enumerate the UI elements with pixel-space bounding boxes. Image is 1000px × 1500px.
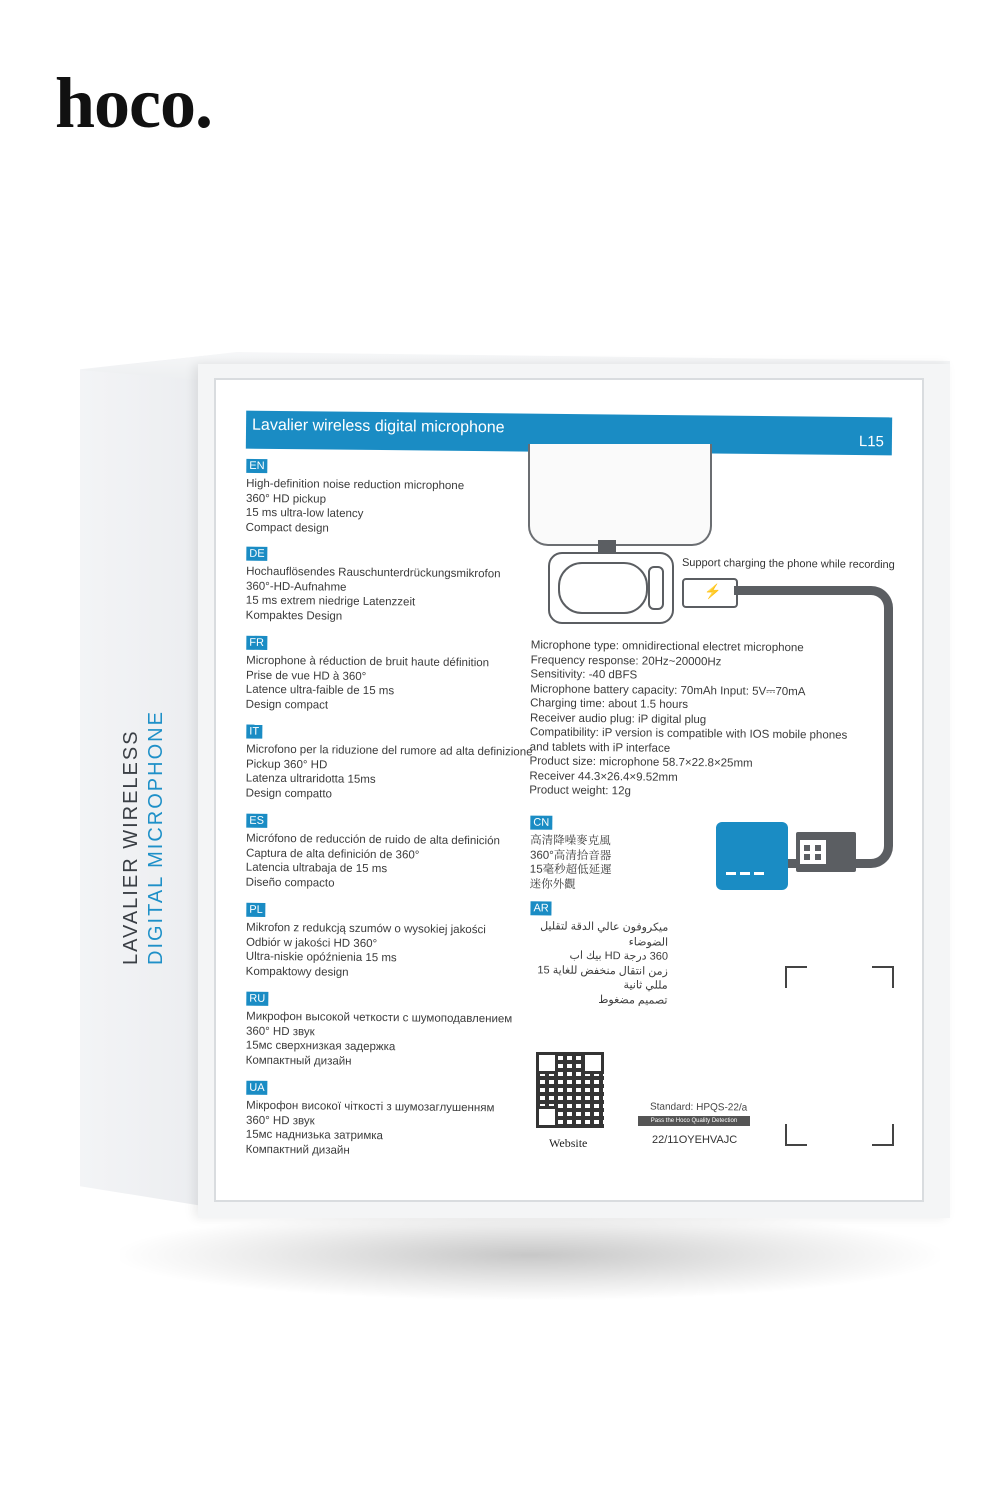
quality-pass-badge: Pass the Hoco Quality Detection Standard (638, 1116, 750, 1126)
lang-line: 15 ms ultra-low latency (245, 506, 364, 521)
lang-line: Latencia ultrabaja de 15 ms (245, 861, 388, 876)
lang-line: Microphone à réduction de bruit haute définition (246, 654, 490, 670)
lang-tag-it: IT (246, 725, 262, 739)
lang-line: Компактний дизайн (245, 1143, 350, 1157)
side-label-line2: DIGITAL MICROPHONE (145, 710, 167, 965)
lang-section-de (246, 547, 501, 626)
spec-line: Product size: microphone 58.7×22.8×25mm (529, 755, 753, 770)
lang-section-it (246, 725, 533, 804)
spec-line: Microphone type: omnidirectional electret microphone (530, 639, 804, 655)
corner-mark (872, 1124, 894, 1146)
lang-tag-ua: UA (246, 1081, 267, 1095)
lang-line: Microfono per la riduzione del rumore ad alta definizione (246, 743, 533, 759)
lang-line: Микрофон высокой четкости с шумоподавлением (246, 1010, 513, 1026)
lang-line: Captura de alta definición de 360° (245, 847, 420, 861)
lang-tag-de: DE (246, 547, 267, 561)
product-title: Lavalier wireless digital microphone (251, 416, 505, 437)
lang-section-es (246, 814, 501, 893)
support-charging-text: Support charging the phone while recording (681, 556, 895, 572)
lang-tag-en: EN (246, 459, 267, 473)
lang-line: 15мс сверхнизкая задержка (245, 1039, 396, 1054)
lang-section-ru (246, 992, 513, 1071)
model-number: L15 (858, 433, 885, 451)
lang-section-ua (246, 1081, 495, 1160)
batch-code: 22/11OYEHVAJC (652, 1134, 738, 1146)
lang-line: Pickup 360° HD (245, 758, 328, 771)
lang-line: Latenza ultraridotta 15ms (245, 772, 376, 786)
phone-illustration (528, 444, 712, 546)
standard-text: Standard: HPQS-22/a (649, 1101, 748, 1114)
side-label-line1: LAVALIER WIRELESS (120, 729, 142, 965)
ar-line: 360 درجة HD بيك اب (569, 949, 669, 963)
cn-line: 360°高清拾音器 (529, 849, 612, 862)
lang-line: Hochauflösendes Rauschunterdrückungsmikrofon (246, 565, 501, 581)
lang-line: Odbiór w jakości HD 360° (245, 936, 378, 950)
receiver-window (558, 562, 648, 614)
spec-line: Receiver audio plug: iP digital plug (529, 711, 707, 726)
lang-line: Latence ultra-faible de 15 ms (245, 683, 395, 698)
ar-section (529, 901, 668, 1007)
lang-line: Kompaktes Design (245, 609, 343, 623)
lang-line: Компактный дизайн (245, 1054, 352, 1068)
cn-section (530, 816, 613, 893)
lang-line: 360° HD звук (245, 1114, 315, 1127)
side-label (120, 710, 168, 965)
lang-line: 360° HD pickup (245, 492, 327, 506)
cn-line: 迷你外觀 (529, 878, 576, 891)
ar-line: تصميم مضغوط (598, 993, 668, 1007)
spec-line: Compatibility: iP version is compatible with IOS mobile phones (529, 726, 848, 742)
receiver-slot (648, 566, 664, 610)
lang-line: 360° HD звук (245, 1025, 315, 1038)
lang-line: Ultra-niskie opóźnienia 15 ms (245, 950, 397, 965)
corner-mark (785, 966, 807, 988)
lang-line: 15мс наднизька затримка (245, 1128, 384, 1143)
spec-line: Charging time: about 1.5 hours (530, 697, 689, 711)
lang-line: Micrófono de reducción de ruido de alta definición (246, 832, 501, 848)
usb-plug-icon (796, 832, 856, 872)
charging-connector (682, 578, 738, 608)
lang-tag-fr: FR (246, 636, 267, 650)
lang-line: Kompaktowy design (245, 965, 349, 979)
lang-tag-pl: PL (246, 903, 266, 917)
hoco-logo: hoco. (55, 63, 212, 143)
lang-line: 360°-HD-Aufnahme (245, 580, 347, 594)
lang-line: 15 ms extrem niedrige Latenzzeit (245, 594, 416, 609)
lightning-bolt-icon: ⚡ (704, 583, 722, 599)
spec-line: Sensitivity: -40 dBFS (530, 668, 638, 682)
power-bank-icon: ▬▬▬ (716, 822, 788, 890)
lang-line: Мікрофон високої чіткості з шумозаглушенням (246, 1099, 495, 1115)
lang-line: Design compact (245, 698, 329, 712)
cn-line: 15毫秒超低延遲 (529, 863, 612, 877)
lang-tag-ru: RU (246, 992, 268, 1006)
lang-tag-es: ES (246, 814, 267, 828)
lang-line: Mikrofon z redukcją szumów o wysokiej jakości (246, 921, 486, 937)
spec-line: Frequency response: 20Hz~20000Hz (530, 653, 722, 668)
corner-mark (785, 1124, 807, 1146)
lang-line: High-definition noise reduction microphone (246, 477, 465, 493)
spec-line: Microphone battery capacity: 70mAh Input: 5V⎓70mA (530, 682, 806, 698)
lang-section-en (246, 459, 465, 537)
box-shadow (120, 1210, 940, 1300)
website-label: Website (549, 1136, 588, 1150)
ar-line: ميكروفون عالي الدقة لتقليل الضوضاء (540, 920, 669, 949)
corner-mark (872, 966, 894, 988)
receiver-illustration (548, 552, 674, 624)
spec-line: Receiver 44.3×26.4×9.52mm (529, 769, 678, 784)
lang-section-pl (246, 903, 486, 982)
lang-line: Compact design (245, 521, 329, 535)
lang-tag-ar: AR (530, 901, 551, 915)
lang-section-fr (246, 636, 490, 715)
lang-line: Design compatto (245, 786, 333, 800)
spec-line: and tablets with iP interface (529, 740, 671, 755)
lang-tag-cn: CN (530, 816, 552, 830)
spec-line: Product weight: 12g (529, 784, 631, 798)
lang-line: Diseño compacto (245, 876, 335, 890)
cn-line: 高清降噪麥克風 (530, 834, 611, 848)
qr-code-icon (536, 1052, 604, 1128)
ar-line: زمن انتقال منخفض للغاية 15 مللي ثانية (537, 963, 668, 992)
lang-line: Prise de vue HD à 360° (245, 669, 367, 683)
